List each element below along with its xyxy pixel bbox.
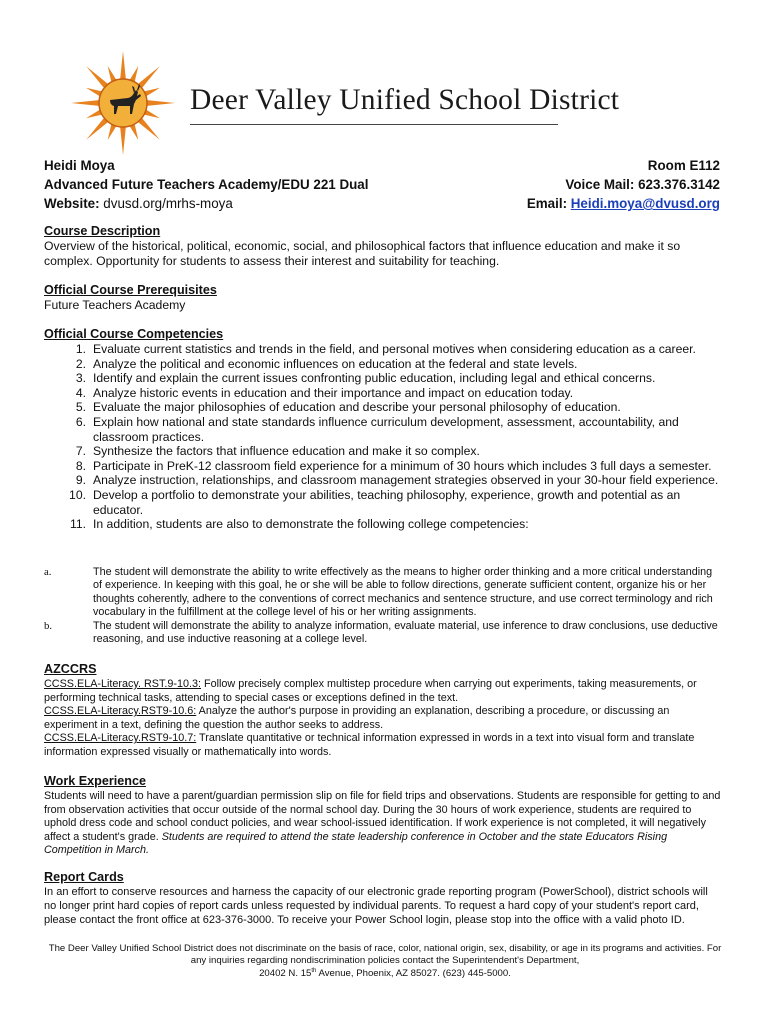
- sun-ray: [71, 100, 101, 106]
- competency-item: [44, 357, 720, 372]
- competency-number: 5.: [75, 400, 86, 415]
- azccrs-standard: [44, 678, 722, 705]
- competency-item: [44, 459, 720, 474]
- teacher-name: Heidi Moya: [44, 158, 115, 173]
- footer-statement: The Deer Valley Unified School District does not discriminate on the basis of race, color, national origin, sex, disability, or age in its programs and activities. For any inquiries regarding nondiscrimination policies contact the Superintendent's Department,: [48, 943, 722, 966]
- college-competency-letter: b.: [44, 619, 53, 632]
- competency-item: [44, 488, 720, 517]
- competency-number: 4.: [75, 385, 86, 400]
- azccrs-standard: [44, 732, 722, 759]
- competency-number: 9.: [75, 473, 86, 488]
- college-competency-text: The student will demonstrate the ability to write effectively as the means to higher order thinking and a more critical understanding of experience. In keeping with this goal, he or she will be able to follow directions, generate sufficient content, organize his or her thoughts coherently, adhere to the conventions of correct mechanics and sentence structure, and use correct terminology and rich vocabulary in the fulfillment at the college level of his or her writing assignments.: [93, 566, 713, 619]
- competency-number: 6.: [75, 414, 86, 429]
- competency-number: 7.: [75, 444, 86, 459]
- email-line: [527, 194, 720, 213]
- competency-text: Analyze instruction, relationships, and classroom management strategies observed in your 30-hour field experience.: [93, 473, 719, 488]
- competency-number: 1.: [75, 342, 86, 356]
- college-competency-text: The student will demonstrate the ability to analyze information, evaluate material, use inference to draw conclusions, use deductive reasoning, and use inductive reasoning at a college level.: [93, 619, 718, 646]
- nondiscrimination-footer: [40, 943, 730, 980]
- report-cards-text: In an effort to conserve resources and harness the capacity of our electronic grade reporting program (PowerSchool), district schools will no longer print hard copies of report cards unless requested by individual parents. To request a hard copy of your student's report card, please contact the front office at 623-376-3000. To receive your Power School login, please stop into the office with a valid photo ID.: [44, 886, 708, 926]
- district-name: Deer Valley Unified School District: [190, 84, 620, 116]
- standard-description: Follow precisely complex multistep procedure when carrying out experiments, taking measurements, or performing technical tasks, attending to special cases or exceptions defined in the text.: [44, 678, 697, 704]
- footer-address-end: Avenue, Phoenix, AZ 85027. (623) 445-5000.: [316, 968, 511, 980]
- work-experience-heading: Work Experience: [44, 774, 146, 788]
- prerequisites-heading: Official Course Prerequisites: [44, 283, 217, 297]
- district-sun-logo: [68, 48, 178, 158]
- header-divider: [190, 124, 558, 125]
- sun-ray: [120, 125, 126, 155]
- competency-item: [44, 400, 720, 415]
- teacher-contact-left: [44, 156, 368, 213]
- competency-text: Develop a portfolio to demonstrate your abilities, teaching philosophy, experience, growth and potential as an educator.: [93, 487, 681, 517]
- work-experience-body: Students will need to have a parent/guardian permission slip on file for field trips and observations. Students are responsible for getting to and from observation activities that occur outside of the normal school day. During the 30 hours of work experience, students are required to uphold dress code and school conduct policies, and wear school-issued identification. If work experience is not completed, it will negatively affect a student's grade.: [44, 790, 721, 843]
- standard-description: Translate quantitative or technical information expressed in words in a text into visual form and translate information expressed visually or mathematically into words.: [44, 732, 695, 758]
- competency-text: In addition, students are also to demonstrate the following college competencies:: [93, 517, 529, 532]
- competency-text: Synthesize the factors that influence education and make it so complex.: [93, 444, 480, 459]
- voicemail: Voice Mail: 623.376.3142: [565, 177, 720, 192]
- footer-address: [40, 966, 730, 980]
- competency-number: 10.: [69, 487, 86, 502]
- competency-item: [44, 371, 720, 386]
- website-link[interactable]: dvusd.org/mrhs-moya: [103, 196, 233, 211]
- competency-number: 2.: [75, 356, 86, 371]
- work-experience-emphasis: Students are required to attend the state leadership conference in October and the state Educators Rising Competition in March.: [44, 830, 668, 857]
- competency-item: [44, 473, 720, 488]
- competency-text: Evaluate the major philosophies of education and describe your personal philosophy of education.: [93, 400, 621, 415]
- competency-text: Analyze historic events in education and their importance and impact on education today.: [93, 385, 574, 400]
- azccrs-standards: [44, 678, 722, 760]
- competency-item: [44, 342, 720, 357]
- competency-number: 3.: [75, 371, 86, 386]
- website-line: [44, 194, 368, 213]
- azccrs-standard: [44, 705, 722, 732]
- prerequisites-text: Future Teachers Academy: [44, 298, 186, 312]
- course-description-heading: Course Description: [44, 224, 161, 238]
- competency-text: Evaluate current statistics and trends in the field, and personal motives when considering education as a career.: [93, 342, 696, 356]
- competency-text: Participate in PreK-12 classroom field experience for a minimum of 30 hours which includes 3 full days a semester.: [93, 458, 712, 473]
- footer-address-start: 20402 N. 15: [259, 968, 312, 980]
- competency-number: 8.: [75, 458, 86, 473]
- work-experience-text: [44, 790, 722, 858]
- college-competency-item: [44, 566, 720, 620]
- standard-code-link[interactable]: CCSS.ELA-Literacy. RST.9-10.3:: [44, 678, 202, 690]
- teacher-contact-right: [527, 156, 720, 213]
- email-label: Email:: [526, 196, 568, 211]
- sun-ray: [120, 51, 126, 81]
- competencies-heading: Official Course Competencies: [44, 327, 224, 341]
- competency-item: [44, 415, 720, 444]
- report-cards-heading: Report Cards: [44, 870, 124, 884]
- college-competency-letter: a.: [44, 566, 52, 578]
- competency-text: Identify and explain the current issues confronting public education, including legal and ethical concerns.: [93, 371, 656, 386]
- standard-code-link[interactable]: CCSS.ELA-Literacy.RST9-10.6:: [44, 705, 197, 718]
- room-number: Room E112: [647, 158, 720, 173]
- competencies-list: [44, 342, 720, 532]
- footer-address-sup: th: [311, 968, 317, 975]
- competency-text: Explain how national and state standards influence curriculum development, assessment, accountability, and classroom practices.: [93, 414, 679, 444]
- standard-code-link[interactable]: CCSS.ELA-Literacy.RST9-10.7:: [44, 732, 197, 745]
- competency-item: [44, 517, 720, 532]
- college-competency-item: [44, 620, 720, 647]
- standard-description: Analyze the author's purpose in providing an explanation, describing a procedure, or discussing an experiment in a text, defining the question the author seeks to address.: [44, 705, 670, 731]
- azccrs-heading: AZCCRS: [44, 662, 97, 676]
- website-label: Website:: [44, 196, 100, 211]
- competency-item: [44, 386, 720, 401]
- competency-number: 11.: [69, 517, 86, 532]
- course-description-text: Overview of the historical, political, economic, social, and philosophical factors that influence education and make it so complex. Opportunity for students to assess their interest and suitability for teaching.: [44, 239, 681, 268]
- email-link[interactable]: Heidi.moya@dvusd.org: [570, 196, 720, 211]
- college-competencies-list: [44, 566, 720, 646]
- course-name: Advanced Future Teachers Academy/EDU 221 Dual: [44, 177, 369, 192]
- sun-ray: [145, 100, 175, 106]
- competency-item: [44, 444, 720, 459]
- competency-text: Analyze the political and economic influences on education at the federal and state levels.: [93, 356, 578, 371]
